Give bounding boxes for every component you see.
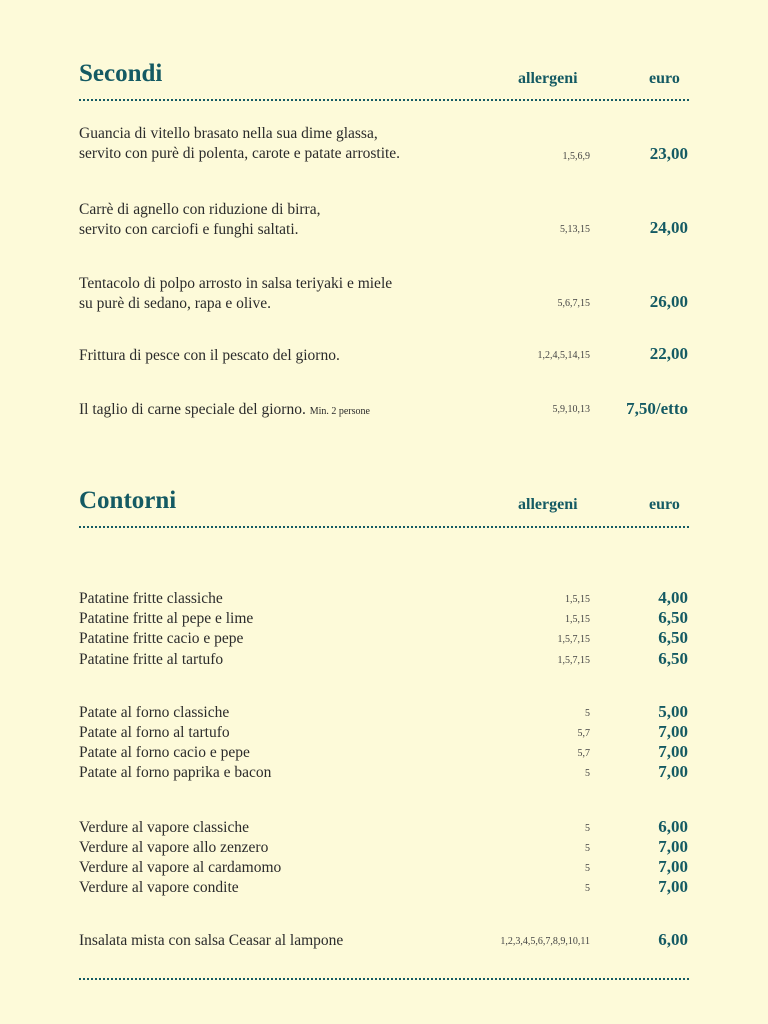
- item-description: Guancia di vitello brasato nella sua dime glassa,: [79, 125, 378, 142]
- divider: [79, 978, 689, 980]
- menu-item: [79, 818, 688, 838]
- menu-item: [79, 346, 688, 366]
- item-allergens: 1,5,15: [565, 614, 590, 625]
- item-name: Patate al forno cacio e pepe: [79, 744, 250, 761]
- menu-item: [79, 200, 688, 238]
- item-allergens: 1,5,7,15: [557, 634, 590, 645]
- item-name: Patate al forno classiche: [79, 704, 230, 721]
- item-description: Il taglio di carne speciale del giorno.: [79, 401, 306, 418]
- menu-item: [79, 274, 688, 312]
- item-description: servito con carciofi e funghi saltati.: [79, 221, 299, 238]
- item-name: Insalata mista con salsa Ceasar al lampone: [79, 932, 344, 949]
- divider: [79, 526, 689, 528]
- item-allergens: 5,7: [577, 748, 590, 759]
- item-allergens: 1,5,15: [565, 594, 590, 605]
- item-price: 7,00: [658, 742, 688, 761]
- item-allergens: 5: [585, 768, 590, 779]
- item-name: Verdure al vapore allo zenzero: [79, 839, 269, 856]
- item-name: Verdure al vapore al cardamomo: [79, 859, 282, 876]
- section-title-contorni: Contorni: [79, 487, 177, 514]
- item-price: 6,00: [658, 930, 688, 949]
- item-allergens: 1,2,4,5,14,15: [537, 350, 590, 361]
- item-allergens: 5,6,7,15: [557, 298, 590, 309]
- menu-item: [79, 838, 688, 858]
- menu-item: [79, 650, 688, 670]
- menu-item: [79, 400, 688, 420]
- item-price: 7,00: [658, 857, 688, 876]
- item-note: Min. 2 persone: [309, 406, 370, 417]
- item-name: Patate al forno al tartufo: [79, 724, 230, 741]
- menu-item: [79, 931, 688, 951]
- item-allergens: 5: [585, 708, 590, 719]
- menu-item: [79, 878, 688, 898]
- item-name: Patate al forno paprika e bacon: [79, 764, 272, 781]
- item-price: 23,00: [649, 144, 688, 163]
- menu-item: [79, 589, 688, 609]
- item-description: Carrè di agnello con riduzione di birra,: [79, 201, 321, 218]
- item-allergens: 5: [585, 863, 590, 874]
- menu-item: [79, 703, 688, 723]
- item-description: su purè di sedano, rapa e olive.: [79, 295, 271, 312]
- item-price: 4,00: [658, 588, 688, 607]
- menu-item: [79, 124, 688, 163]
- item-allergens: 5: [585, 843, 590, 854]
- item-allergens: 5,7: [577, 728, 590, 739]
- column-header-price: euro: [649, 496, 680, 513]
- item-price: 6,50: [658, 628, 688, 647]
- item-price: 7,00: [658, 722, 688, 741]
- item-price: 7,00: [658, 762, 688, 781]
- item-allergens: 5,9,10,13: [552, 404, 590, 415]
- column-header-price: euro: [649, 70, 680, 87]
- menu-item: [79, 629, 688, 649]
- item-price: 22,00: [649, 344, 688, 363]
- menu-item: [79, 763, 688, 783]
- item-description: Frittura di pesce con il pescato del giorno.: [79, 347, 340, 364]
- item-price: 7,00: [658, 877, 688, 896]
- item-allergens: 5: [585, 883, 590, 894]
- item-allergens: 1,2,3,4,5,6,7,8,9,10,11: [500, 936, 590, 947]
- item-name: Patatine fritte al tartufo: [79, 651, 224, 668]
- item-price: 7,50/etto: [626, 399, 688, 418]
- section-title-secondi: Secondi: [79, 60, 163, 87]
- item-price: 7,00: [658, 837, 688, 856]
- item-allergens: 5: [585, 823, 590, 834]
- item-price: 6,50: [658, 649, 688, 668]
- item-description: Tentacolo di polpo arrosto in salsa teriyaki e miele: [79, 275, 393, 292]
- item-name: Patatine fritte classiche: [79, 590, 223, 607]
- item-price: 6,00: [658, 817, 688, 836]
- column-header-allergens: allergeni: [518, 70, 578, 87]
- item-allergens: 1,5,7,15: [557, 655, 590, 666]
- item-price: 6,50: [658, 608, 688, 627]
- column-header-allergens: allergeni: [518, 496, 578, 513]
- menu-item: [79, 723, 688, 743]
- item-price: 5,00: [658, 702, 688, 721]
- item-price: 26,00: [649, 292, 688, 311]
- menu-item: [79, 609, 688, 629]
- item-name: Patatine fritte cacio e pepe: [79, 630, 244, 647]
- item-name: Patatine fritte al pepe e lime: [79, 610, 254, 627]
- item-name: Verdure al vapore classiche: [79, 819, 249, 836]
- menu-item: [79, 858, 688, 878]
- item-price: 24,00: [649, 218, 688, 237]
- item-allergens: 1,5,6,9: [562, 151, 590, 162]
- item-name: Verdure al vapore condite: [79, 879, 239, 896]
- item-description: servito con purè di polenta, carote e patate arrostite.: [79, 145, 401, 162]
- menu-item: [79, 743, 688, 763]
- item-allergens: 5,13,15: [560, 224, 590, 235]
- divider: [79, 99, 689, 101]
